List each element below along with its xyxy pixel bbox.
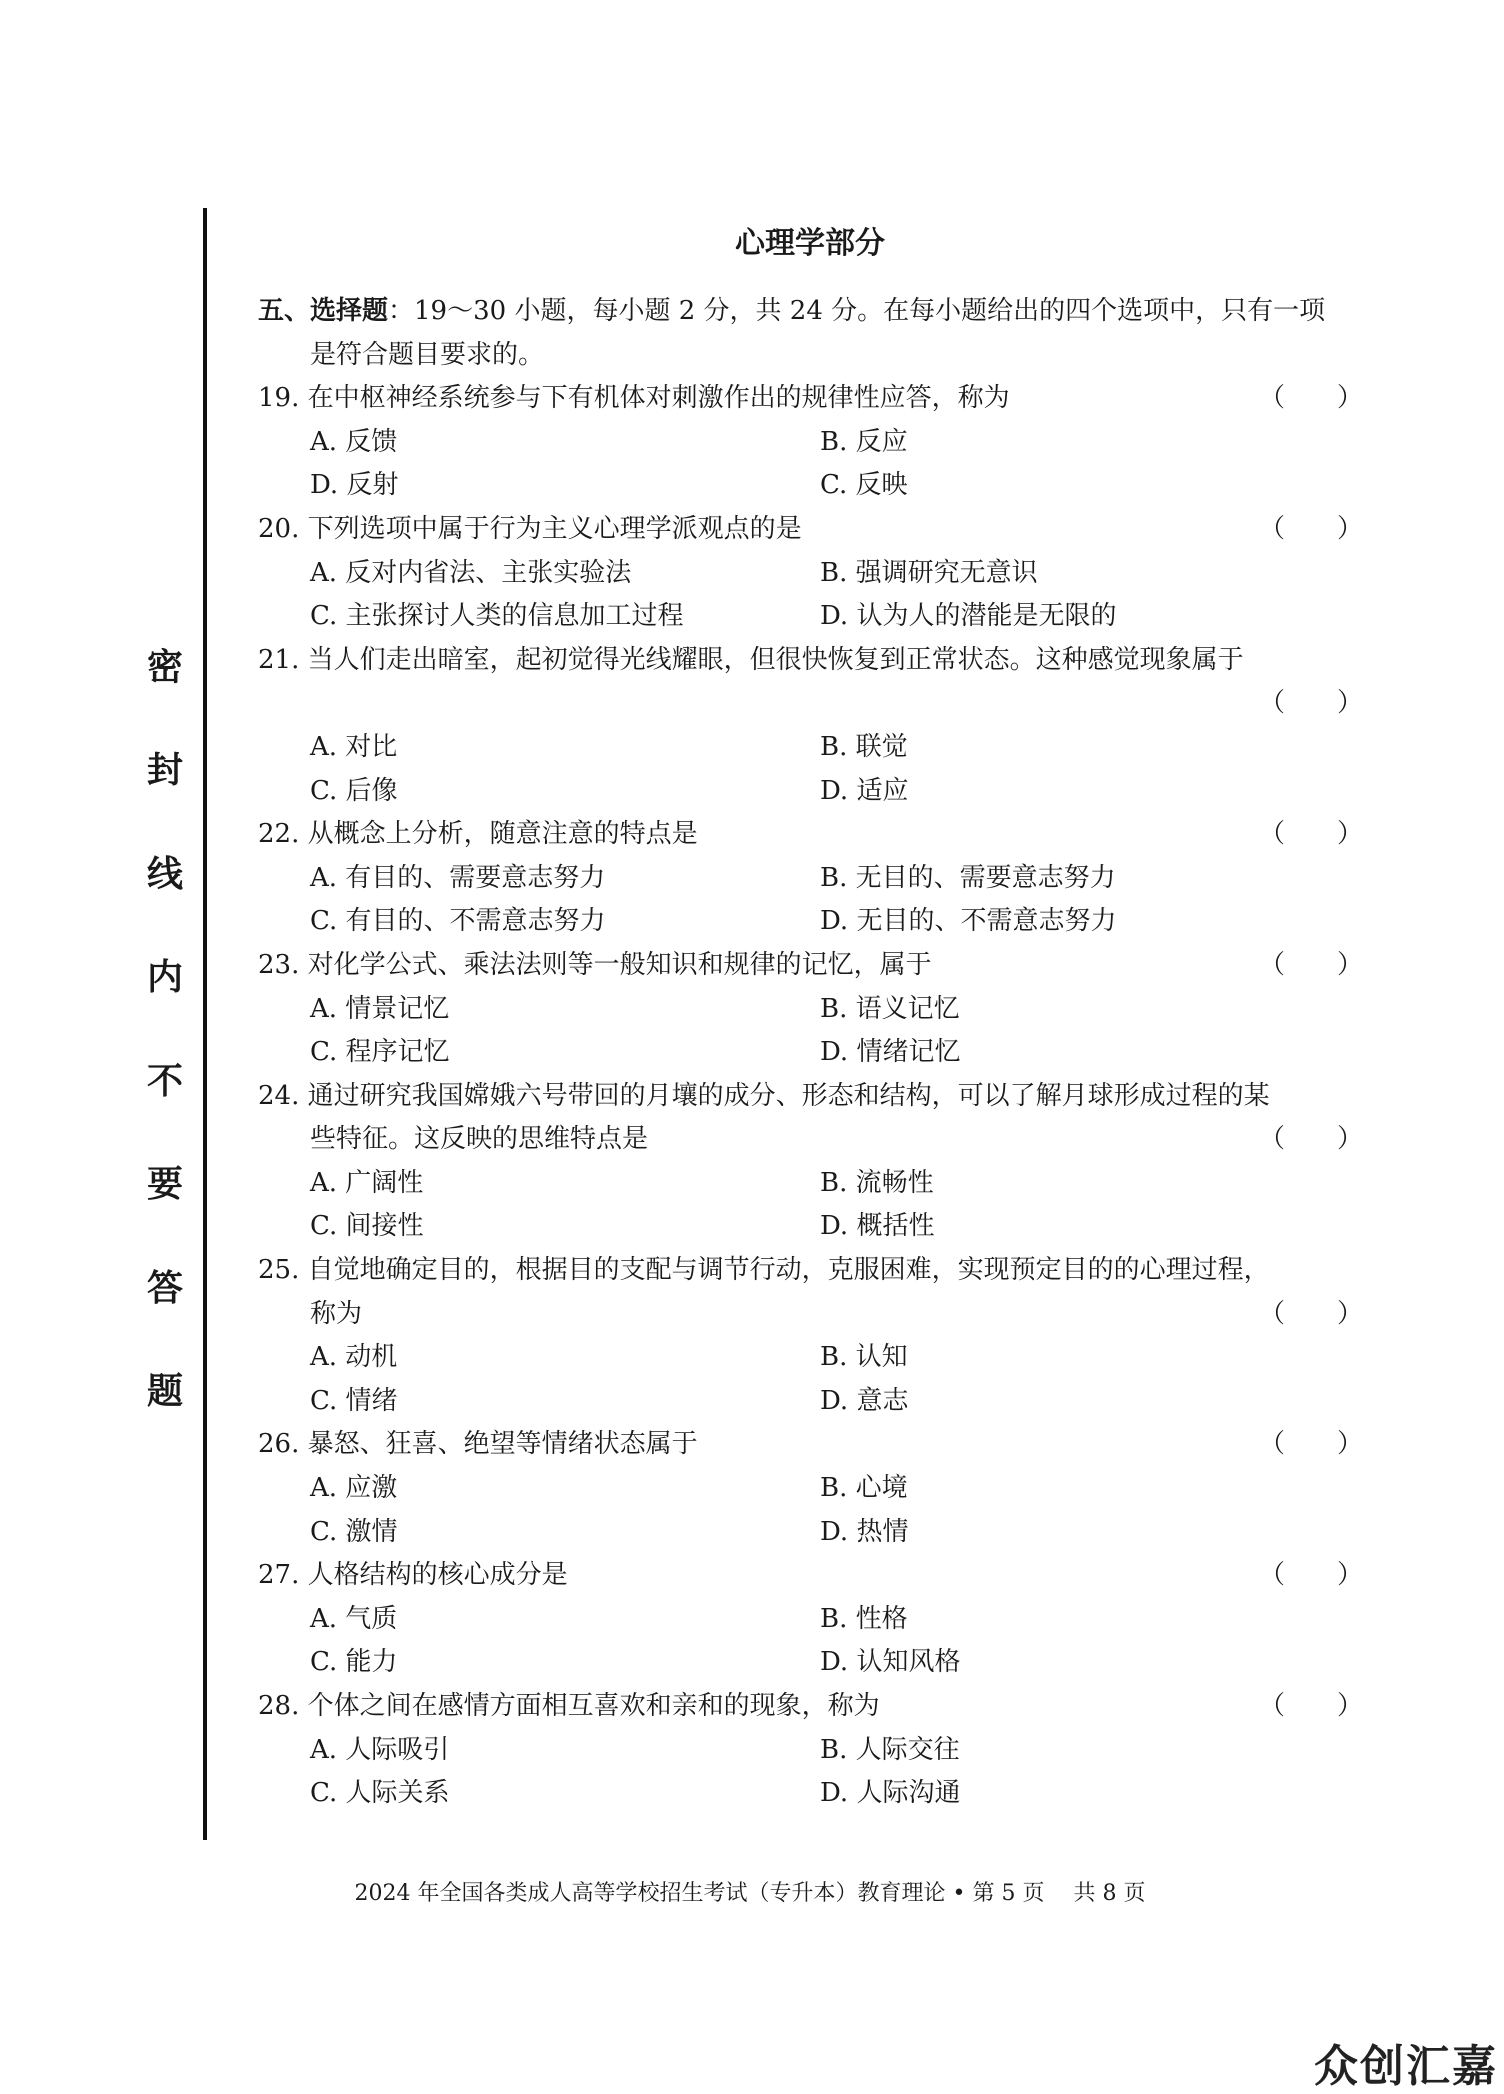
answer-bracket: （ ） [1258,1429,1363,1460]
instruction-text: ：19～30 小题，每小题 2 分，共 24 分。在每小题给出的四个选项中，只有一项 [388,296,1326,326]
option: D. 概括性 [820,1211,935,1242]
option-row [258,1380,1363,1424]
question-stem-continued: 称为 （ ） [258,1293,1363,1337]
option: A. 人际吸引 [310,1734,450,1765]
instruction-line [258,290,1363,334]
option: A. 情景记忆 [310,993,450,1024]
question-stem: 19. 在中枢神经系统参与下有机体对刺激作出的规律性应答，称为 （ ） [258,377,1363,421]
option: A. 反馈 [310,426,398,457]
question-stem: 28. 个体之间在感情方面相互喜欢和亲和的现象，称为 （ ） [258,1685,1363,1729]
question-stem: 23. 对化学公式、乘法法则等一般知识和规律的记忆，属于 （ ） [258,944,1363,988]
option-row [258,1641,1363,1685]
option: C. 间接性 [310,1211,424,1242]
option: C. 激情 [310,1516,398,1547]
option-row [258,1205,1363,1249]
option: C. 人际关系 [310,1778,450,1809]
answer-bracket: （ ） [1258,1691,1363,1721]
option-row [258,595,1363,639]
option-row [258,421,1363,465]
seal-char: 题 [146,1370,183,1412]
option-row [258,552,1363,596]
watermark-logo: 众创汇嘉 [1314,2041,1498,2092]
seal-warning-text [140,647,190,1412]
option: D. 认知风格 [820,1647,961,1678]
option-row [258,857,1363,901]
option: C. 能力 [310,1647,398,1678]
option: B. 无目的、需要意志努力 [820,862,1116,893]
option: D. 认为人的潜能是无限的 [820,601,1117,632]
option: D. 适应 [820,775,909,806]
answer-bracket: （ ） [1258,819,1363,850]
question-stem: 24. 通过研究我国嫦娥六号带回的月壤的成分、形态和结构，可以了解月球形成过程的某 [258,1080,1270,1111]
option-row [258,1598,1363,1642]
option-row [258,1031,1363,1075]
option-row [258,1729,1363,1773]
option: D. 反射 [310,470,399,501]
option: D. 意志 [820,1385,909,1416]
section-title: 心理学部分 [735,226,885,261]
option: D. 情绪记忆 [820,1037,961,1068]
option: A. 有目的、需要意志努力 [310,862,606,893]
option-row [258,770,1363,814]
question-list [258,290,1363,1816]
option: A. 应激 [310,1473,398,1504]
option: B. 性格 [820,1603,908,1634]
option: C. 后像 [310,775,398,806]
option: D. 人际沟通 [820,1778,961,1809]
option-row [258,988,1363,1032]
option-row [258,900,1363,944]
question-stem: 26. 暴怒、狂喜、绝望等情绪状态属于 （ ） [258,1423,1363,1467]
option: B. 人际交往 [820,1734,960,1765]
option: C. 情绪 [310,1385,398,1416]
answer-bracket: （ ） [1258,1124,1363,1155]
instruction-line: 是符合题目要求的。 [310,339,545,370]
option: C. 反映 [820,470,908,501]
option: A. 广阔性 [310,1167,424,1198]
option-row [258,1336,1363,1380]
option-row [258,726,1363,770]
option: B. 流畅性 [820,1167,934,1198]
page-footer: 2024 年全国各类成人高等学校招生考试（专升本）教育理论 • 第 5 页 共 8 页 [354,1881,1146,1906]
option: B. 联觉 [820,731,908,762]
option: B. 认知 [820,1342,908,1373]
option: B. 心境 [820,1473,908,1504]
option: C. 主张探讨人类的信息加工过程 [310,601,684,632]
option-row [258,1772,1363,1816]
seal-char: 要 [146,1164,183,1206]
option: B. 强调研究无意识 [820,557,1038,588]
seal-char: 不 [146,1060,183,1102]
option-row [258,1467,1363,1511]
option-row [258,1511,1363,1555]
option: C. 程序记忆 [310,1037,450,1068]
option: A. 气质 [310,1603,398,1634]
answer-bracket: （ ） [1258,1298,1363,1329]
option: D. 无目的、不需意志努力 [820,906,1117,937]
answer-bracket: （ ） [1258,513,1363,544]
option: B. 反应 [820,426,908,457]
seal-char: 答 [146,1267,183,1309]
question-stem: 22. 从概念上分析，随意注意的特点是 （ ） [258,813,1363,857]
seal-line [203,208,207,1840]
question-stem: 27. 人格结构的核心成分是 （ ） [258,1554,1363,1598]
seal-char: 封 [146,750,183,792]
option: C. 有目的、不需意志努力 [310,906,606,937]
option: A. 动机 [310,1342,398,1373]
answer-bracket: （ ） [1258,949,1363,980]
question-stem-continued: 些特征。这反映的思维特点是 （ ） [258,1118,1363,1162]
answer-bracket: （ ） [1258,383,1363,414]
option-row [258,1162,1363,1206]
answer-bracket: （ ） [1258,1560,1363,1591]
option: A. 反对内省法、主张实验法 [310,557,632,588]
option: B. 语义记忆 [820,993,960,1024]
option: D. 热情 [820,1516,909,1547]
option-row [258,464,1363,508]
question-stem-continued [258,682,1363,726]
question-stem: 20. 下列选项中属于行为主义心理学派观点的是 （ ） [258,508,1363,552]
instruction-label: 五、选择题 [258,296,389,326]
option: A. 对比 [310,731,398,762]
seal-char: 线 [146,853,183,895]
seal-char: 内 [146,957,183,999]
question-stem: 25. 自觉地确定目的，根据目的支配与调节行动，克服困难，实现预定目的的心理过程， [258,1255,1270,1286]
question-stem: 21. 当人们走出暗室，起初觉得光线耀眼，但很快恢复到正常状态。这种感觉现象属于 [258,644,1244,675]
seal-char: 密 [146,647,183,688]
answer-bracket: （ ） [1258,688,1363,719]
